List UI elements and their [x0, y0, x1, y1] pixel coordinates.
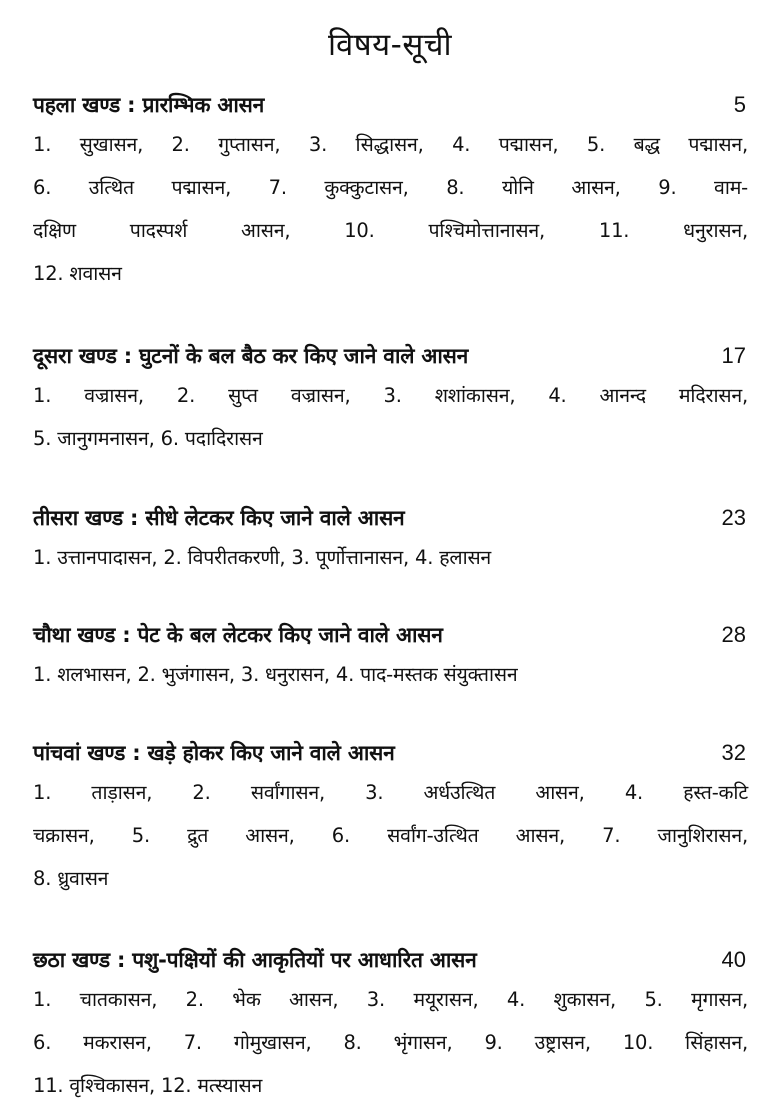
section-page-number: 17: [721, 343, 746, 368]
section-heading-row: [33, 617, 748, 653]
page-title: विषय-सूची: [327, 26, 453, 63]
section-title[interactable]: छठा खण्ड : पशु-पक्षियों की आकृतियों पर आधारित आसन: [33, 948, 477, 972]
toc-section-5: [33, 735, 748, 900]
asana-list-line: 6. उत्थित पद्मासन, 7. कुक्कुटासन, 8. योनि आसन, 9. वाम-: [33, 176, 748, 199]
section-asana-list: [33, 653, 748, 696]
section-asana-list: [33, 771, 748, 900]
section-heading-row: [33, 735, 748, 771]
asana-list-line: दक्षिण पादस्पर्श आसन, 10. पश्चिमोत्तानासन, 11. धनुरासन,: [33, 219, 748, 242]
section-page-number: 23: [721, 505, 746, 530]
section-asana-list: [33, 536, 748, 579]
section-title[interactable]: पांचवां खण्ड : खड़े होकर किए जाने वाले आसन: [33, 741, 395, 765]
toc-section-1: [33, 87, 748, 295]
asana-list-line: चक्रासन, 5. द्रुत आसन, 6. सर्वांग-उत्थित आसन, 7. जानुशिरासन,: [33, 824, 748, 847]
section-heading-row: [33, 87, 748, 123]
section-title[interactable]: तीसरा खण्ड : सीधे लेटकर किए जाने वाले आसन: [33, 506, 405, 530]
asana-list-line: 1. वज्रासन, 2. सुप्त वज्रासन, 3. शशांकासन, 4. आनन्द मदिरासन,: [33, 384, 748, 407]
toc-section-2: [33, 338, 748, 460]
section-page-number: 40: [721, 947, 746, 972]
section-title[interactable]: चौथा खण्ड : पेट के बल लेटकर किए जाने वाले आसन: [33, 623, 443, 647]
section-heading-row: [33, 942, 748, 978]
section-page-number: 28: [721, 622, 746, 647]
asana-list-line: 1. चातकासन, 2. भेक आसन, 3. मयूरासन, 4. शुकासन, 5. मृगासन,: [33, 988, 748, 1011]
section-title[interactable]: पहला खण्ड : प्रारम्भिक आसन: [33, 93, 265, 117]
section-heading-row: [33, 500, 748, 536]
asana-list-line: 12. शवासन: [33, 262, 122, 285]
section-page-number: 5: [733, 92, 746, 117]
asana-list-line: 1. सुखासन, 2. गुप्तासन, 3. सिद्धासन, 4. पद्मासन, 5. बद्ध पद्मासन,: [33, 133, 748, 156]
toc-section-3: [33, 500, 748, 579]
section-asana-list: [33, 123, 748, 295]
asana-list-line: 6. मकरासन, 7. गोमुखासन, 8. भृंगासन, 9. उष्ट्रासन, 10. सिंहासन,: [33, 1031, 748, 1054]
asana-list-line: 8. ध्रुवासन: [33, 867, 109, 890]
asana-list-line: 5. जानुगमनासन, 6. पदादिरासन: [33, 427, 263, 450]
section-asana-list: [33, 978, 748, 1107]
asana-list-line: 1. उत्तानपादासन, 2. विपरीतकरणी, 3. पूर्णोत्तानासन, 4. हलासन: [33, 546, 492, 569]
section-title[interactable]: दूसरा खण्ड : घुटनों के बल बैठ कर किए जाने वाले आसन: [33, 344, 469, 368]
section-page-number: 32: [721, 740, 746, 765]
asana-list-line: 11. वृश्चिकासन, 12. मत्स्यासन: [33, 1074, 263, 1097]
section-asana-list: [33, 374, 748, 460]
asana-list-line: 1. शलभासन, 2. भुजंगासन, 3. धनुरासन, 4. पाद-मस्तक संयुक्तासन: [33, 663, 518, 686]
asana-list-line: 1. ताड़ासन, 2. सर्वांगासन, 3. अर्धउत्थित आसन, 4. हस्त-कटि: [33, 781, 748, 804]
toc-section-4: [33, 617, 748, 696]
toc-section-6: [33, 942, 748, 1107]
section-heading-row: [33, 338, 748, 374]
